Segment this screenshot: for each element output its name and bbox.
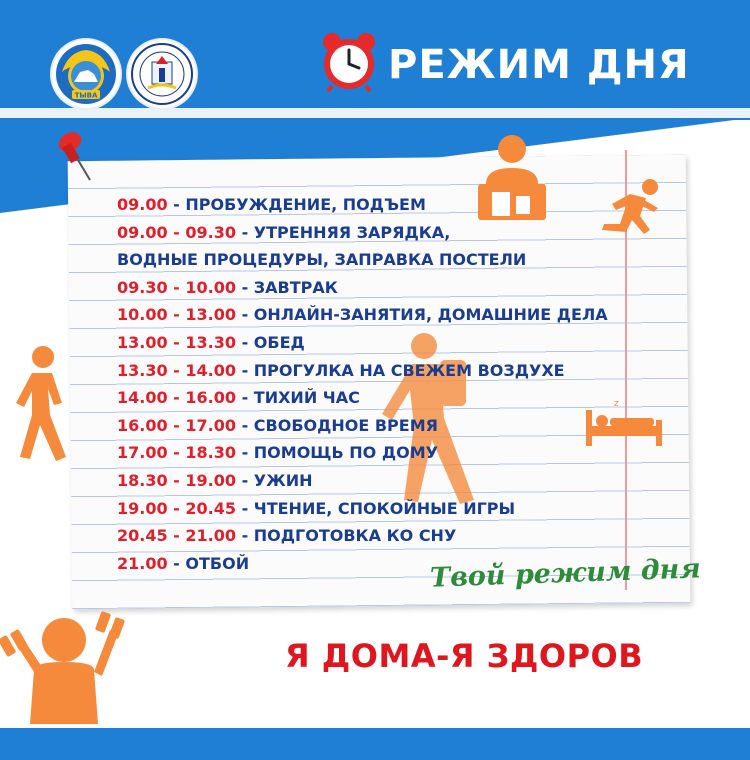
schedule-time: 10.00 - 13.00 — [117, 305, 236, 325]
schedule-time: 19.00 - 20.45 — [117, 498, 236, 518]
pushpin-icon — [52, 128, 102, 188]
alarm-clock-icon — [318, 30, 380, 92]
schedule-activity: ПОМОЩЬ ПО ДОМУ — [253, 443, 438, 463]
schedule-row: 09.30 - 10.00 - ЗАВТРАК — [117, 277, 338, 297]
schedule-time: 13.00 - 13.30 — [117, 332, 236, 352]
schedule-row: 10.00 - 13.00 - ОНЛАЙН-ЗАНЯТИЯ, ДОМАШНИЕ ДЕЛА — [117, 305, 608, 325]
schedule-row: 17.00 - 18.30 - ПОМОЩЬ ПО ДОМУ — [117, 443, 438, 463]
schedule-time: 09.30 - 10.00 — [117, 277, 236, 297]
footer-band — [0, 728, 750, 760]
schedule-row: 16.00 - 17.00 - СВОБОДНОЕ ВРЕМЯ — [117, 415, 438, 435]
schedule-activity: ПОДГОТОВКА КО СНУ — [253, 526, 457, 546]
page-title: РЕЖИМ ДНЯ — [388, 42, 690, 88]
schedule-row: 20.45 - 21.00 - ПОДГОТОВКА КО СНУ — [117, 526, 457, 546]
tuva-emblem-logo — [52, 40, 120, 108]
schedule-activity: УЖИН — [253, 470, 313, 490]
schedule-activity: УТРЕННЯЯ ЗАРЯДКА, — [253, 222, 451, 242]
schedule-activity: СВОБОДНОЕ ВРЕМЯ — [253, 415, 438, 435]
schedule-row: 13.00 - 13.30 - ОБЕД — [117, 332, 305, 352]
schedule-activity: ЧТЕНИЕ, СПОКОЙНЫЕ ИГРЫ — [253, 498, 516, 518]
schedule-activity: ВОДНЫЕ ПРОЦЕДУРЫ, ЗАПРАВКА ПОСТЕЛИ — [117, 250, 527, 270]
schedule-time: 18.30 - 19.00 — [117, 470, 236, 490]
schedule-activity: ЗАВТРАК — [253, 277, 338, 297]
schedule-activity: ТИХИЙ ЧАС — [253, 388, 360, 408]
schedule-time: 20.45 - 21.00 — [117, 526, 236, 546]
schedule-row: 14.00 - 16.00 - ТИХИЙ ЧАС — [117, 388, 360, 408]
schedule-time: 09.00 — [117, 195, 168, 214]
schedule-row: 21.00 - ОТБОЙ — [117, 553, 250, 573]
schedule-activity: ОНЛАЙН-ЗАНЯТИЯ, ДОМАШНИЕ ДЕЛА — [253, 305, 608, 325]
ministry-emblem-logo — [128, 40, 196, 108]
schedule-row: 19.00 - 20.45 - ЧТЕНИЕ, СПОКОЙНЫЕ ИГРЫ — [117, 498, 516, 518]
schedule-activity: ПРОГУЛКА НА СВЕЖЕМ ВОЗДУХЕ — [253, 360, 565, 380]
schedule-activity: ОБЕД — [253, 332, 305, 352]
schedule-time: 13.30 - 14.00 — [117, 360, 236, 380]
schedule-time: 17.00 - 18.30 — [117, 443, 236, 463]
schedule-row: 09.00 - 09.30 - УТРЕННЯЯ ЗАРЯДКА, — [117, 222, 451, 242]
emblem-label: ТЫВА — [74, 91, 98, 100]
handwritten-signature: Твой режим дня — [429, 553, 702, 594]
schedule-activity: ПРОБУЖДЕНИЕ, ПОДЪЕМ — [185, 195, 426, 214]
daily-schedule-list — [117, 191, 608, 577]
walking-person-icon — [10, 345, 80, 463]
slogan-text: Я ДОМА-Я ЗДОРОВ — [285, 637, 644, 675]
schedule-activity: ОТБОЙ — [185, 553, 250, 573]
schedule-time: 14.00 - 16.00 — [117, 388, 236, 408]
weightlifter-icon — [0, 600, 130, 724]
svg-text:z: z — [614, 399, 619, 409]
schedule-row: 18.30 - 19.00 - УЖИН — [117, 470, 313, 490]
schedule-time: 21.00 — [117, 553, 168, 573]
schedule-row: 13.30 - 14.00 - ПРОГУЛКА НА СВЕЖЕМ ВОЗДУХЕ — [117, 360, 565, 380]
header-stripe — [0, 108, 750, 118]
schedule-time: 16.00 - 17.00 — [117, 415, 236, 435]
schedule-time: 09.00 - 09.30 — [117, 222, 236, 242]
schedule-row — [117, 246, 608, 274]
schedule-row: 09.00 - ПРОБУЖДЕНИЕ, ПОДЪЕМ — [117, 195, 426, 214]
